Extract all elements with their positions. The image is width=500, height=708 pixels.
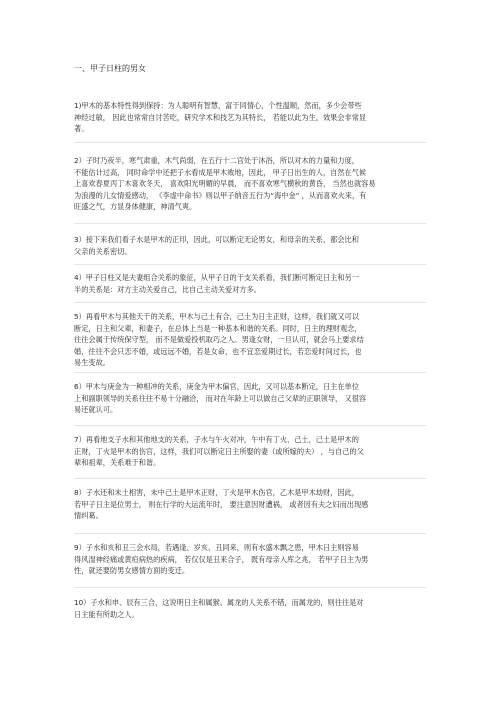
paragraph-line: 不能估计过高， 同时命学中还把子水看成是甲木败地，因此， 甲子日出生的人，自然在气候 (74, 167, 367, 177)
paragraph-line: 断定，日主和父辈，和妻子，在总体上当是一种基本和谐的关系。同时，日主的理财观念， (74, 323, 362, 333)
paragraph-2 (74, 155, 434, 213)
section-title: 一、甲子日柱的男女 (74, 64, 146, 73)
paragraph-line: 上和副职领导的关系往往不易十分融洽， 而对在年龄上可以做自己父辈的正职领导， 又很容 (74, 393, 367, 403)
paragraph-divider (74, 264, 426, 265)
paragraph-line: 3）接下来我们看子水是甲木的正印，因此，可以断定无论男女，和母亲的关系，都会比和 (74, 235, 359, 244)
paragraph-divider (74, 302, 426, 303)
paragraph-line: 1)甲木的基本特性得到保持：为人聪明有智慧，富于同情心，个性温顺，然而，多少会带些 (74, 101, 362, 110)
paragraph-divider (74, 142, 426, 143)
paragraph-line: 9）子水和亥和丑三会水局，若遇逢、岁亥、丑同来，则有水盛木飘之患，甲木日主则容易 (74, 543, 359, 552)
paragraph-line: 易还就认可。 (74, 405, 118, 414)
paragraph-line: 10）子水和申、辰有三合，这说明日主和属猴、属龙的人关系不错，而属龙的，则往往是对 (74, 598, 364, 607)
paragraph-line: 父亲的关系密切。 (74, 246, 132, 256)
paragraph-5 (74, 311, 434, 369)
paragraph-line: 为浪漫的儿女情爱感动， 《李虚中命书》则以甲子纳音五行为“海中金” ，从而喜欢火来，有 (74, 190, 367, 200)
paragraph-line: 著。 (74, 124, 89, 133)
paragraph-line: 4）甲子日柱又是夫妻组合关系的象征，从甲子日的干支关系看，我们断可断定日主和另一 (74, 273, 359, 282)
paragraph-line: 半的关系是：对方主动关爱自己，比自己主动关爱对方多。 (74, 284, 261, 294)
paragraph-line: 日主能有所助之人。 (74, 609, 139, 619)
paragraph-divider (74, 372, 426, 373)
paragraph-4 (74, 272, 434, 295)
paragraph-6 (74, 381, 434, 416)
paragraph-line: 神经过敏， 因此也常常自讨苦吃，研究学术和技艺为其特长， 若能以此为生，效果会非常显 (74, 112, 367, 122)
paragraph-line: 婚，往往不会只恋不婚，或远远不婚，若是女命，也不宜恋爱期过长，若恋爱时间过长，也 (74, 346, 362, 356)
paragraph-divider (74, 223, 426, 224)
paragraph-line: 2）子时乃夜半，寒气肃重，木气尚弱，在五行十二宫处于沐浴，所以对木的力量和力度， (74, 156, 359, 165)
paragraph-line: 情纠葛。 (74, 511, 103, 520)
paragraph-8 (74, 487, 434, 522)
paragraph-line: 得风湿神经痛或黄疸病热的疾病， 若仅仅是丑来合子， 既有母亲入库之兆， 若甲子日主为男 (74, 554, 369, 564)
paragraph-line: 易生变故。 (74, 358, 110, 367)
paragraph-divider (74, 425, 426, 426)
paragraph-7 (74, 434, 434, 469)
paragraph-10 (74, 597, 434, 620)
paragraph-line: 往往会属于传统保守型， 而不是做爱投机取巧之人。男逢女财，一旦认可，就会马上要求结 (74, 335, 364, 344)
paragraph-3 (74, 234, 434, 257)
paragraph-line: 若甲子日主是位男士， 则在行学的大运流年时， 要注意因财遭祸， 或者因有夫之妇而出现感 (74, 499, 369, 509)
paragraph-line: 8）子水还和未土相害，未中己土是甲木正财，丁火是甲木伤官，乙木是甲木劫财，因此， (74, 488, 359, 497)
paragraph-divider (74, 533, 426, 534)
paragraph-divider (74, 587, 426, 588)
paragraph-line: 上喜欢春夏丙丁木喜欢冬天， 喜欢阳光明媚的早晨， 而不喜欢寒气横秋的黄昏， 当然也就容易 (74, 179, 376, 188)
paragraph-divider (74, 478, 426, 479)
paragraph-line: 6）甲木与庚金为一种相冲的关系，庚金为甲木偏官，因此，又可以基本断定，日主在单位 (74, 382, 359, 391)
paragraph-line: 旺盛之气，方显身体健康，神清气爽。 (74, 202, 197, 211)
paragraph-1 (74, 100, 434, 135)
paragraph-line: 5）再看甲木与其他天干的关系，甲木与己土有合，己土为日主正财，这样，我们就又可以 (74, 312, 359, 321)
paragraph-line: 辈和祖辈，关系难于和谐。 (74, 458, 161, 467)
paragraph-line: 7）再看地支子水和其他地支的关系，子水与午火对冲，午中有丁火、己土，己土是甲木的 (74, 435, 359, 444)
paragraph-9 (74, 542, 434, 577)
paragraph-line: 性，就还要防男女感情方面的变迁。 (74, 566, 190, 575)
paragraph-line: 正财，丁火是甲木的伤官，这样，我们可以断定日主所娶的妻（或所嫁的夫） ，与自己的父 (74, 446, 364, 456)
